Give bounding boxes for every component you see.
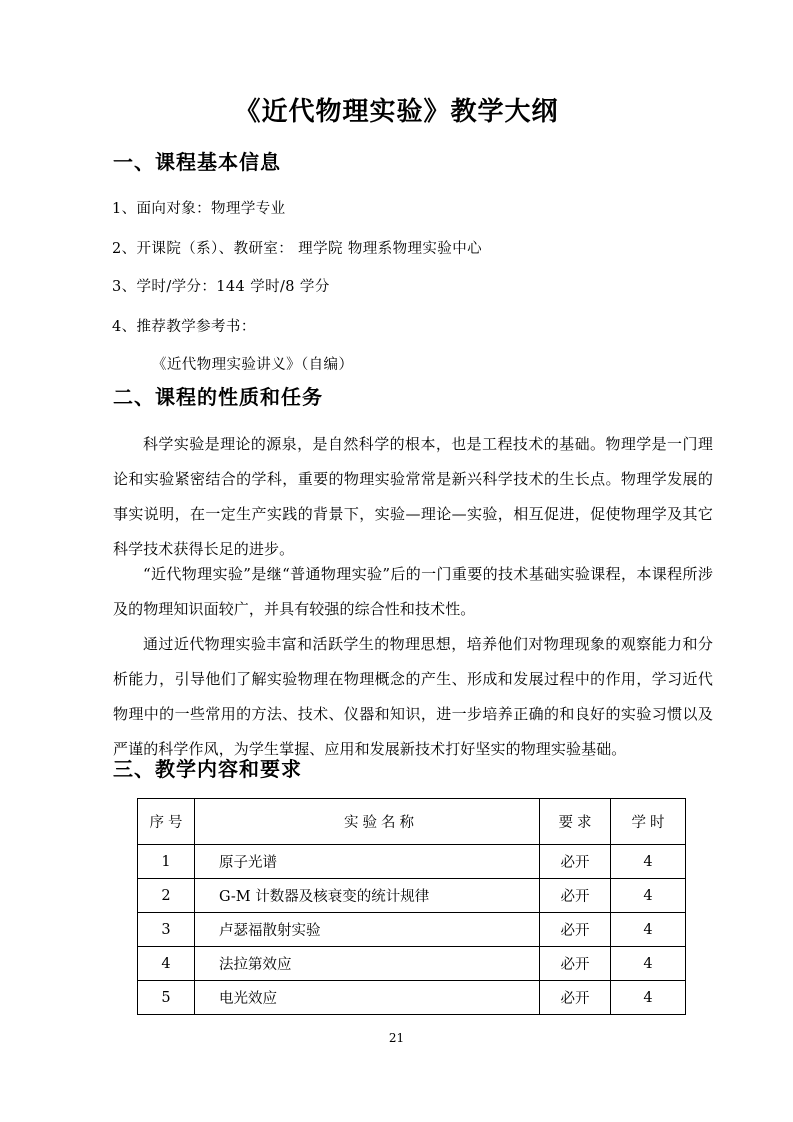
reference-book-title: 《近代物理实验讲义》（自编） <box>152 357 354 373</box>
info-item-target-audience: 1、面向对象：物理学专业 <box>112 201 286 217</box>
page-number: 21 <box>388 1031 405 1045</box>
cell-requirement: 必开 <box>540 879 611 913</box>
table-row <box>138 845 686 879</box>
table-row <box>138 879 686 913</box>
cell-hours: 4 <box>611 845 686 879</box>
section-heading-nature-and-tasks: 二、课程的性质和任务 <box>113 385 323 409</box>
cell-requirement: 必开 <box>540 845 611 879</box>
cell-requirement: 必开 <box>540 947 611 981</box>
section-heading-basic-info: 一、课程基本信息 <box>113 150 281 174</box>
cell-hours: 4 <box>611 913 686 947</box>
cell-hours: 4 <box>611 947 686 981</box>
table-header-row <box>138 799 686 845</box>
cell-requirement: 必开 <box>540 981 611 1015</box>
table-row <box>138 947 686 981</box>
experiment-schedule-table <box>137 798 686 1015</box>
cell-experiment-name: 法拉第效应 <box>195 947 540 981</box>
cell-experiment-name: 原子光谱 <box>195 845 540 879</box>
cell-no: 5 <box>138 981 195 1015</box>
info-item-department: 2、开课院（系）、教研室： 理学院 物理系物理实验中心 <box>112 241 482 257</box>
cell-experiment-name: 卢瑟福散射实验 <box>195 913 540 947</box>
paragraph-teaching-goals: 通过近代物理实验丰富和活跃学生的物理思想，培养他们对物理现象的观察能力和分析能力，引导他们了解实验物理在物理概念的产生、形成和发展过程中的作用，学习近代物理中的一些常用的方法、技术、仪器和知识，进一步培养正确的和良好的实验习惯以及严谨的科学作风，为学生掌握、应用和发展新技术打好坚实的物理实验基础。 <box>113 635 713 758</box>
cell-hours: 4 <box>611 981 686 1015</box>
cell-no: 1 <box>138 845 195 879</box>
table-header-experiment-name: 实验名称 <box>195 799 540 845</box>
table-header-no: 序号 <box>138 799 195 845</box>
table-row <box>138 913 686 947</box>
cell-experiment-name: 电光效应 <box>195 981 540 1015</box>
paragraph-science-experiment: 科学实验是理论的源泉，是自然科学的根本，也是工程技术的基础。物理学是一门理论和实验紧密结合的学科，重要的物理实验常常是新兴科学技术的生长点。物理学发展的事实说明，在一定生产实践的背景下，实验—理论—实验，相互促进，促使物理学及其它科学技术获得长足的进步。 <box>113 435 713 558</box>
cell-hours: 4 <box>611 879 686 913</box>
section-heading-teaching-content: 三、教学内容和要求 <box>113 757 302 781</box>
table-row <box>138 981 686 1015</box>
cell-experiment-name: G-M 计数器及核衰变的统计规律 <box>195 879 540 913</box>
info-item-reference-books-label: 4、推荐教学参考书： <box>112 319 256 335</box>
page-title: 《近代物理实验》教学大纲 <box>234 97 559 127</box>
cell-no: 4 <box>138 947 195 981</box>
cell-requirement: 必开 <box>540 913 611 947</box>
table-header-hours: 学时 <box>611 799 686 845</box>
info-item-hours-credits: 3、学时/学分：144 学时/8 学分 <box>112 279 330 295</box>
cell-no: 2 <box>138 879 195 913</box>
table-header-requirement: 要求 <box>540 799 611 845</box>
cell-no: 3 <box>138 913 195 947</box>
paragraph-modern-physics-course: “近代物理实验”是继“普通物理实验”后的一门重要的技术基础实验课程，本课程所涉及的物理知识面较广，并具有较强的综合性和技术性。 <box>113 565 713 618</box>
